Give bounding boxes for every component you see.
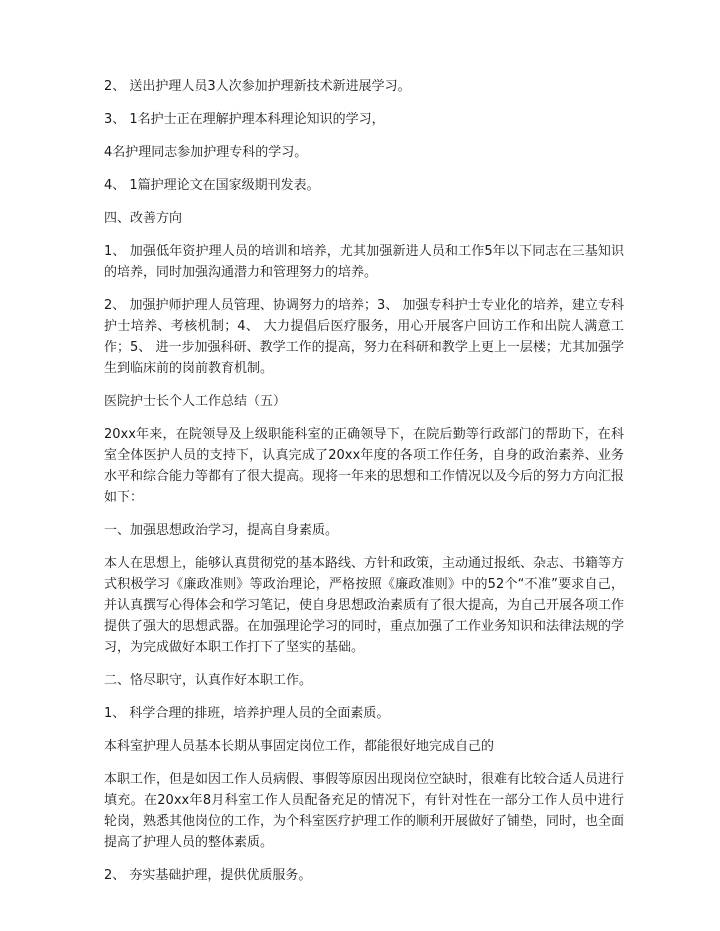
paragraph-rotation: 本职工作，但是如因工作人员病假、事假等原因出现岗位空缺时，很难有比较合适人员进行填充。在20xx年8月科室工作人员配备充足的情况下，有针对性在一部分工作人员中进行轮岗，熟悉其他岗位的工作，为个科室医疗护理工作的顺利开展做好了铺垫，同时，也全面提高了护理人员的整体素质。 <box>104 772 625 850</box>
paragraph-list-item-2: 2、 送出护理人员3人次参加护理新技术新进展学习。 <box>104 79 411 94</box>
section-heading-duties: 二、恪尽职守，认真作好本职工作。 <box>104 673 313 688</box>
paragraph-scheduling: 1、 科学合理的排班，培养护理人员的全面素质。 <box>104 706 390 721</box>
paragraph-improvement-1: 1、 加强低年资护理人员的培训和培养，尤其加强新进人员和工作5年以下同志在三基知识的培养，同时加强沟通潜力和管理努力的培养。 <box>104 244 624 280</box>
document-page <box>104 76 624 898</box>
paragraph-improvement-2-5: 2、 加强护师护理人员管理、协调努力的培养；3、 加强专科护士专业化的培养，建立专科护士培养、考核机制；4、 大力提倡后医疗服务，用心开展客户回访工作和出院人满意工作；5、 进一步加强科研、教学工作的提高，努力在科研和教学上更上一层楼；尤其加强学生到临床前的岗前教育机制。 <box>104 298 624 376</box>
paragraph-list-item-3: 3、 1名护士正在理解护理本科理论知识的学习， <box>104 112 385 127</box>
paragraph-political-study: 本人在思想上，能够认真贯彻党的基本路线、方针和政策，主动通过报纸、杂志、书籍等方式积极学习《廉政准则》等政治理论，严格按照《廉政准则》中的52个“不准”要求自己，并认真撰写心得体会和学习笔记，使自身思想政治素质有了很大提高，为自己开展各项工作提供了强大的思想武器。在加强理论学习的同时，重点加强了工作业务知识和法律法规的学习，为完成做好本职工作打下了坚实的基础。 <box>104 556 625 655</box>
paragraph-basic-nursing: 2、 夯实基础护理，提供优质服务。 <box>104 868 312 883</box>
paragraph-intro: 20xx年来，在院领导及上级职能科室的正确领导下，在院后勤等行政部门的帮助下，在科室全体医护人员的支持下，认真完成了20xx年度的各项工作任务，自身的政治素养、业务水平和综合能力等都有了很大提高。现将一年来的思想和工作情况以及今后的努力方向汇报如下： <box>104 427 625 505</box>
section-heading-political-study: 一、加强思想政治学习，提高自身素质。 <box>104 523 339 538</box>
section-title-summary-five: 医院护士长个人工作总结（五） <box>104 394 287 409</box>
paragraph-list-item-4: 4、 1篇护理论文在国家级期刊发表。 <box>104 178 320 193</box>
paragraph-list-item-3-cont: 4名护理同志参加护理专科的学习。 <box>104 145 308 160</box>
paragraph-fixed-posts: 本科室护理人员基本长期从事固定岗位工作，都能很好地完成自己的 <box>104 739 495 754</box>
section-heading-improvement: 四、改善方向 <box>104 211 183 226</box>
